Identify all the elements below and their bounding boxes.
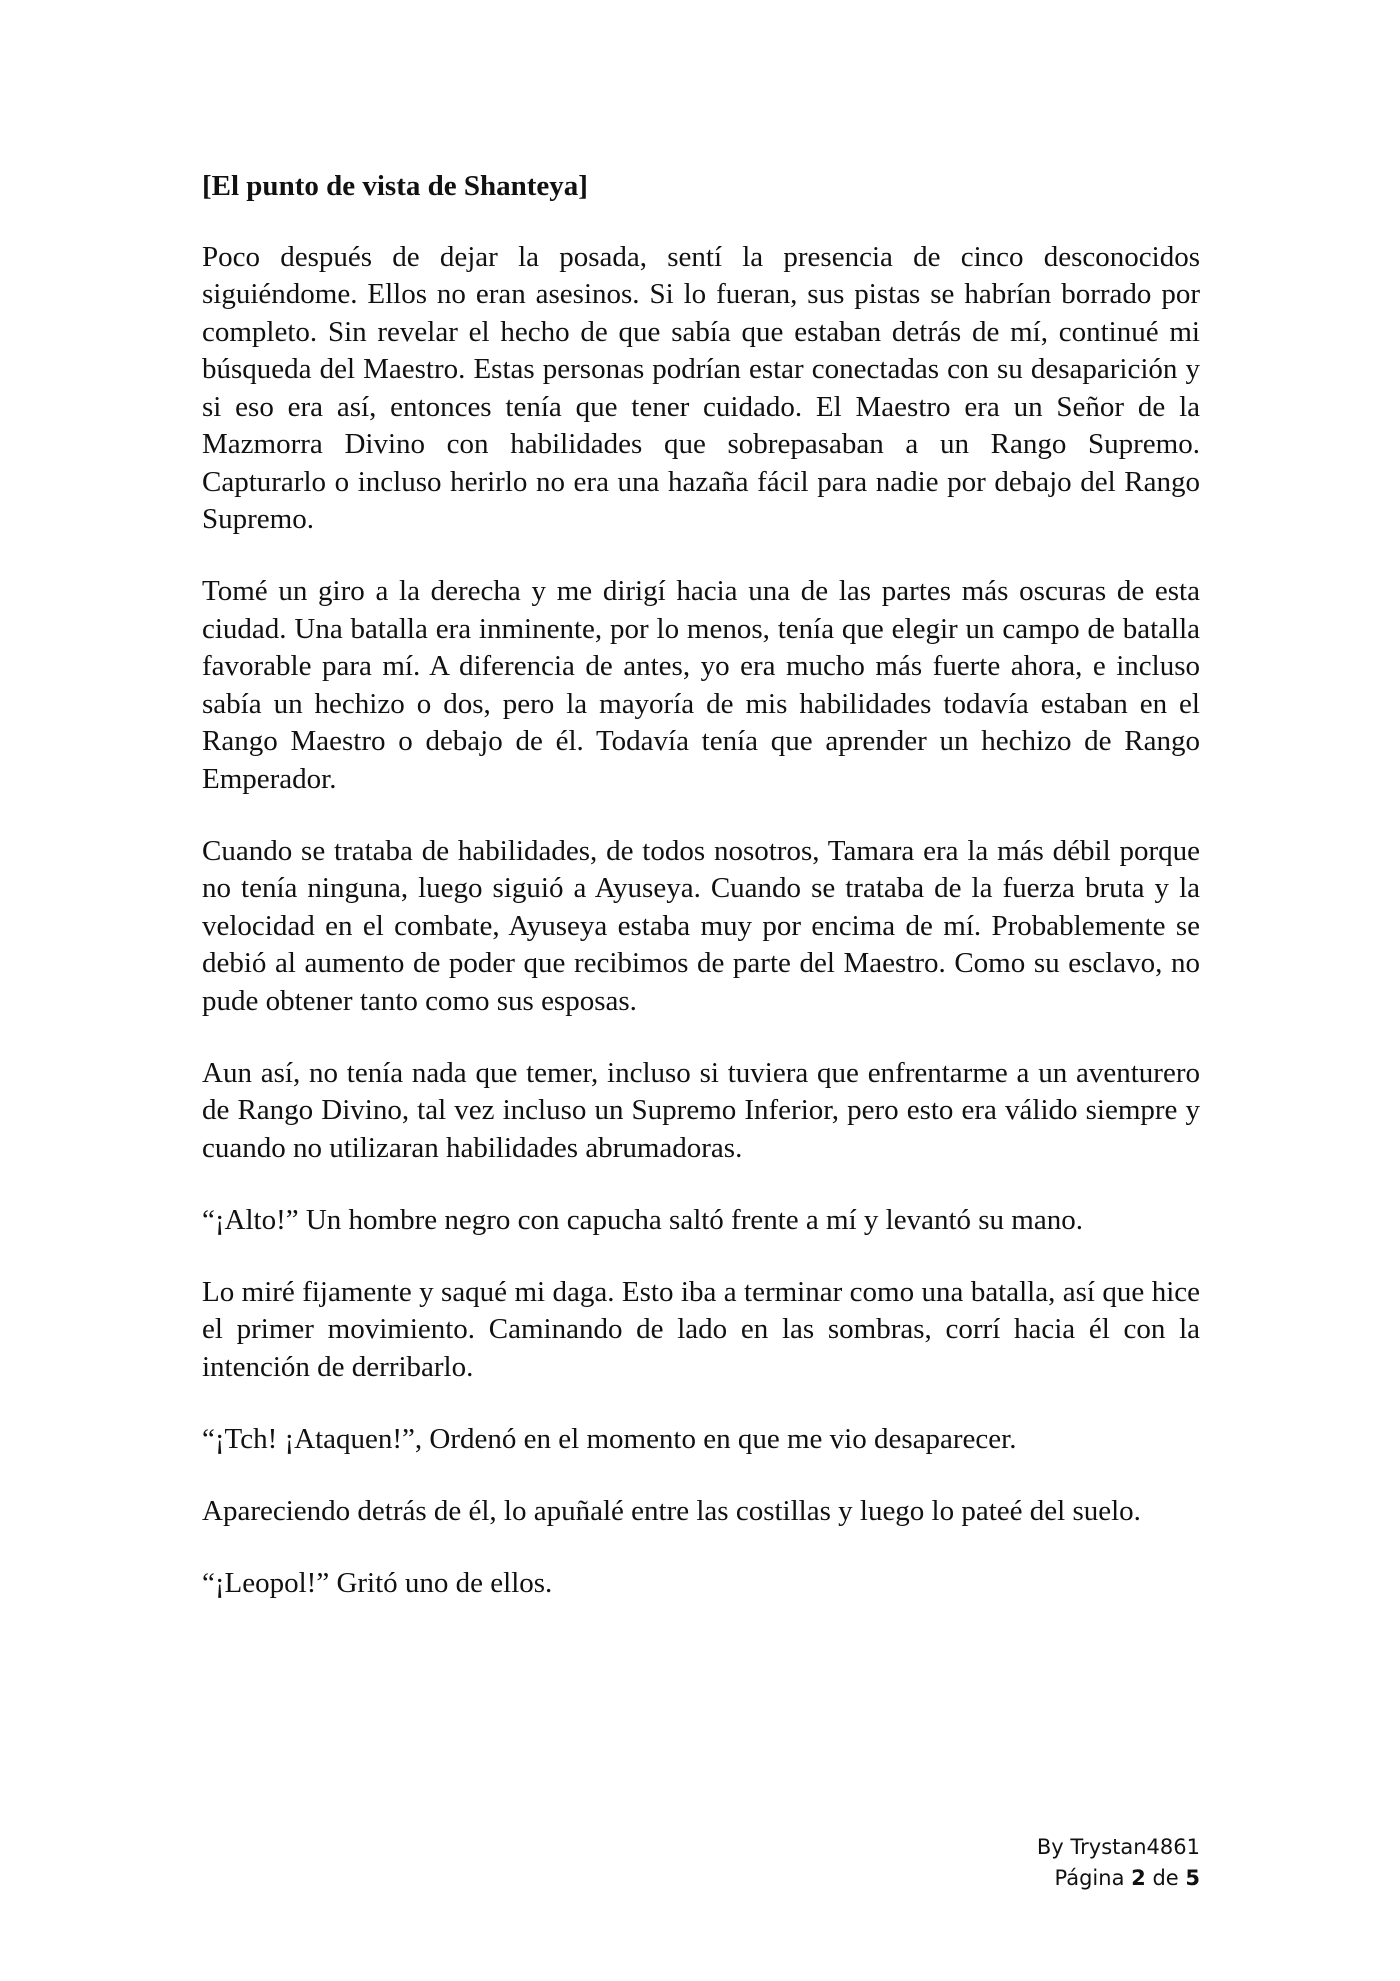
author-credit: By Trystan4861 bbox=[1036, 1835, 1200, 1859]
document-body bbox=[202, 150, 1200, 1602]
paragraph: Poco después de dejar la posada, sentí la presencia de cinco desconocidos siguiéndome. Ellos no eran asesinos. Si lo fueran, sus pistas se habrían borrado por completo. Sin revelar el hecho de que sabía que estaban detrás de mí, continué mi búsqueda del Maestro. Estas personas podrían estar conectadas con su desaparición y si eso era así, entonces tenía que tener cuidado. El Maestro era un Señor de la Mazmorra Divino con habilidades que sobrepasaban a un Rango Supremo. Capturarlo o incluso herirlo no era una hazaña fácil para nadie por debajo del Rango Supremo. bbox=[202, 240, 1200, 535]
paragraph: Tomé un giro a la derecha y me dirigí hacia una de las partes más oscuras de esta ciudad. Una batalla era inminente, por lo menos, tenía que elegir un campo de batalla favorable para mí. A diferencia de antes, yo era mucho más fuerte ahora, e incluso sabía un hechizo o dos, pero la mayoría de mis habilidades todavía estaban en el Rango Maestro o debajo de él. Todavía tenía que aprender un hechizo de Rango Emperador. bbox=[202, 575, 1200, 795]
page-label: Página bbox=[1054, 1866, 1125, 1890]
paragraph: “¡Leopol!” Gritó uno de ellos. bbox=[202, 1566, 553, 1599]
page-total: 5 bbox=[1185, 1866, 1200, 1890]
page-of: de bbox=[1152, 1866, 1179, 1890]
paragraph: Apareciendo detrás de él, lo apuñalé entre las costillas y luego lo pateé del suelo. bbox=[202, 1494, 1141, 1527]
page-current: 2 bbox=[1131, 1866, 1146, 1890]
paragraph: Cuando se trataba de habilidades, de todos nosotros, Tamara era la más débil porque no tenía ninguna, luego siguió a Ayuseya. Cuando se trataba de la fuerza bruta y la velocidad en el combate, Ayuseya estaba muy por encima de mí. Probablemente se debió al aumento de poder que recibimos de parte del Maestro. Como su esclavo, no pude obtener tanto como sus esposas. bbox=[202, 834, 1200, 1017]
section-heading: [El punto de vista de Shanteya] bbox=[202, 170, 588, 202]
page-footer bbox=[1037, 1832, 1200, 1894]
paragraph: “¡Tch! ¡Ataquen!”, Ordenó en el momento en que me vio desaparecer. bbox=[202, 1422, 1017, 1455]
paragraph: “¡Alto!” Un hombre negro con capucha saltó frente a mí y levantó su mano. bbox=[202, 1203, 1083, 1236]
paragraph: Lo miré fijamente y saqué mi daga. Esto iba a terminar como una batalla, así que hice el primer movimiento. Caminando de lado en las sombras, corrí hacia él con la intención de derribarlo. bbox=[202, 1275, 1200, 1383]
paragraph: Aun así, no tenía nada que temer, incluso si tuviera que enfrentarme a un aventurero de Rango Divino, tal vez incluso un Supremo Inferior, pero esto era válido siempre y cuando no utilizaran habilidades abrumadoras. bbox=[202, 1056, 1200, 1164]
page-number bbox=[1037, 1863, 1200, 1894]
